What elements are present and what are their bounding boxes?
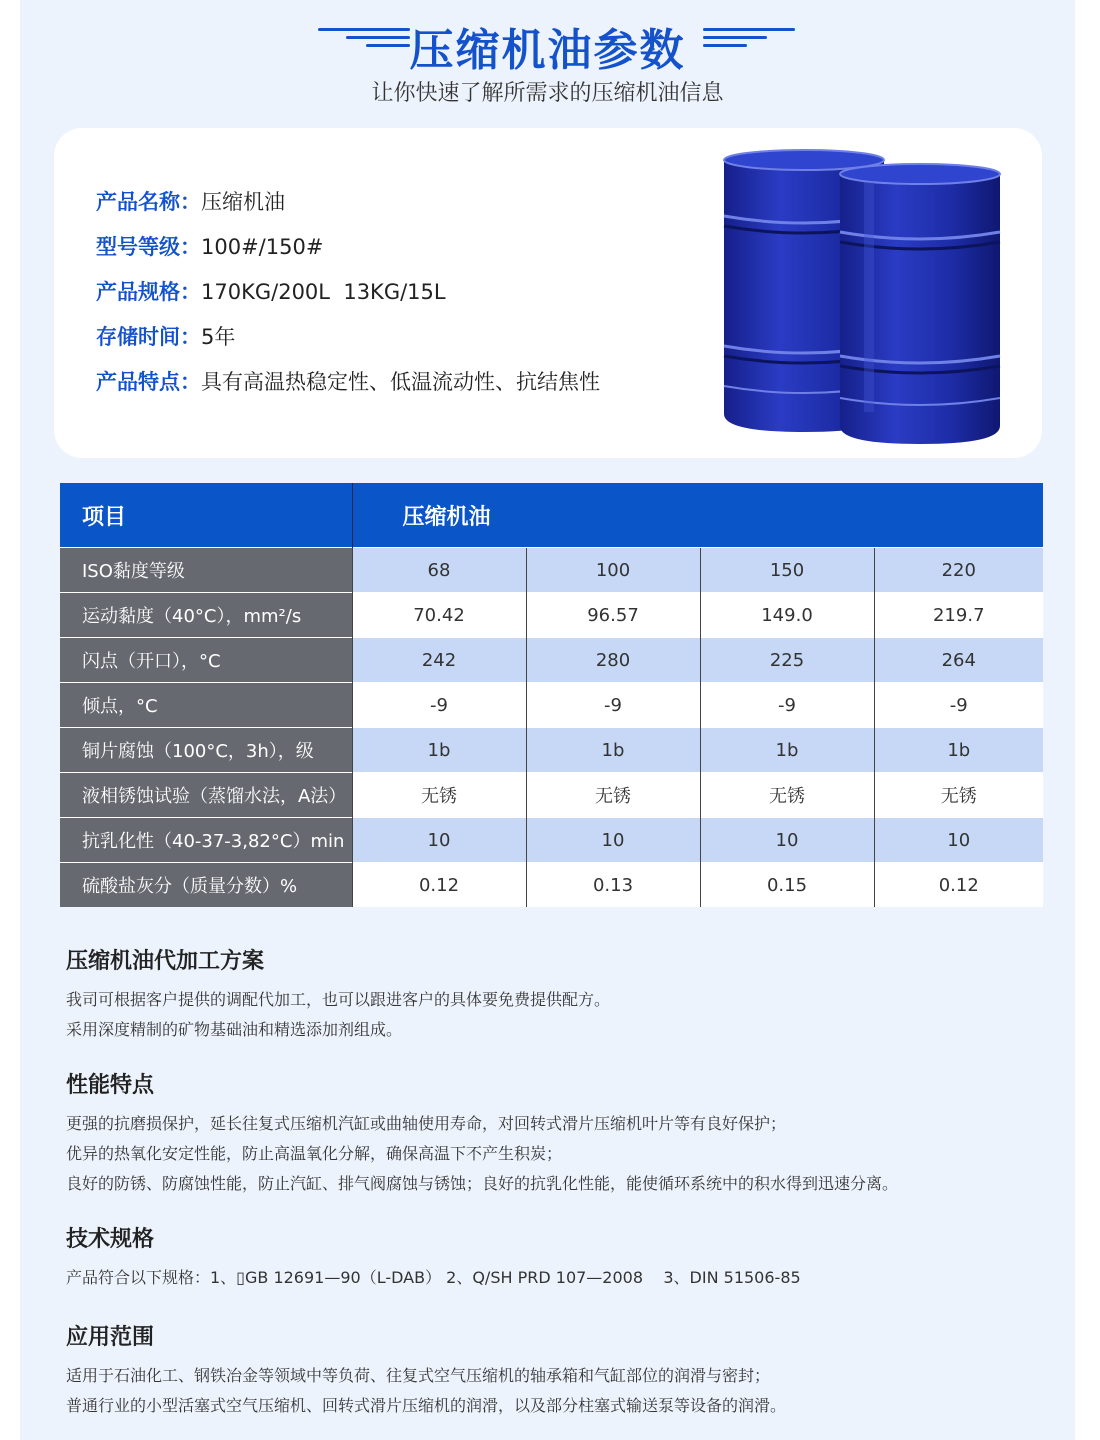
- info-label: 产品特点：: [96, 370, 201, 394]
- row-value: 264: [874, 638, 1043, 683]
- info-row-features: [96, 366, 600, 411]
- table-row: [60, 818, 1043, 863]
- section-line: 适用于石油化工、钢铁冶金等领域中等负荷、往复式空气压缩机的轴承箱和气缸部位的润滑与密封；: [66, 1366, 771, 1385]
- row-value: 149.0: [700, 593, 874, 638]
- row-value: -9: [352, 683, 526, 728]
- header-product: 压缩机油: [352, 483, 1043, 548]
- info-label: 型号等级：: [96, 235, 201, 259]
- table-row: [60, 638, 1043, 683]
- header: [20, 0, 1075, 120]
- section-line: 我司可根据客户提供的调配代加工，也可以跟进客户的具体要免费提供配方。: [66, 990, 611, 1009]
- row-value: 0.13: [526, 863, 700, 908]
- title-wrap: [20, 14, 1075, 78]
- info-label: 产品名称：: [96, 190, 201, 214]
- info-value: 压缩机油: [201, 190, 285, 214]
- section-features: [66, 1068, 1046, 1199]
- row-value: 220: [874, 548, 1043, 593]
- info-row-storage: [96, 321, 600, 366]
- section-line: 采用深度精制的矿物基础油和精选添加剂组成。: [66, 1020, 403, 1039]
- row-value: 10: [874, 818, 1043, 863]
- row-label: 硫酸盐灰分（质量分数）%: [60, 863, 352, 908]
- row-value: 无锈: [352, 773, 526, 818]
- info-value: 5年: [201, 325, 236, 349]
- info-value: 170KG/200L 13KG/15L: [201, 280, 446, 304]
- row-value: 0.12: [874, 863, 1043, 908]
- row-value: 1b: [874, 728, 1043, 773]
- row-value: 100: [526, 548, 700, 593]
- table-row: [60, 548, 1043, 593]
- table-row: [60, 593, 1043, 638]
- row-value: 225: [700, 638, 874, 683]
- table-row: [60, 683, 1043, 728]
- section-application: [66, 1320, 1046, 1421]
- header-item: 项目: [60, 483, 352, 548]
- info-row-name: [96, 186, 600, 231]
- page-title: 压缩机油参数: [409, 25, 686, 76]
- table-header-row: [60, 483, 1043, 548]
- row-value: 1b: [526, 728, 700, 773]
- row-value: 10: [526, 818, 700, 863]
- row-label: 抗乳化性（40-37-3,82°C）min: [60, 818, 352, 863]
- table-row: [60, 728, 1043, 773]
- row-label: 倾点，°C: [60, 683, 352, 728]
- section-tech: [66, 1222, 1046, 1293]
- section-line: 更强的抗磨损保护，延长往复式压缩机汽缸或曲轴使用寿命，对回转式滑片压缩机叶片等有良好保护；: [66, 1114, 787, 1133]
- row-value: -9: [700, 683, 874, 728]
- row-value: 70.42: [352, 593, 526, 638]
- row-label: 铜片腐蚀（100°C，3h），级: [60, 728, 352, 773]
- section-oem: [66, 944, 1046, 1045]
- row-value: 1b: [700, 728, 874, 773]
- row-value: 1b: [352, 728, 526, 773]
- section-title: 性能特点: [66, 1073, 155, 1098]
- table-body: [60, 548, 1043, 908]
- product-card: [54, 128, 1042, 458]
- row-value: -9: [874, 683, 1043, 728]
- section-title: 压缩机油代加工方案: [66, 949, 265, 974]
- barrel-front: [840, 164, 1000, 444]
- info-value: 100#/150#: [201, 235, 324, 259]
- info-row-spec: [96, 276, 600, 321]
- info-label: 产品规格：: [96, 280, 201, 304]
- page-subtitle: 让你快速了解所需求的压缩机油信息: [371, 81, 724, 106]
- table-row: [60, 773, 1043, 818]
- row-value: 10: [352, 818, 526, 863]
- info-label: 存储时间：: [96, 325, 201, 349]
- table-row: [60, 863, 1043, 908]
- row-value: 0.12: [352, 863, 526, 908]
- oil-barrels-image: [714, 146, 1014, 446]
- section-line: 产品符合以下规格：1、▯GB 12691—90（L-DAB） 2、Q/SH PRD 107—2008 3、DIN 51506-85: [66, 1268, 801, 1287]
- row-value: -9: [526, 683, 700, 728]
- title-decoration-right: [703, 22, 795, 52]
- section-line: 普通行业的小型活塞式空气压缩机、回转式滑片压缩机的润滑，以及部分柱塞式输送泵等设备的润滑。: [66, 1396, 787, 1415]
- row-value: 无锈: [874, 773, 1043, 818]
- row-value: 无锈: [700, 773, 874, 818]
- spec-table: [60, 483, 1043, 907]
- row-value: 219.7: [874, 593, 1043, 638]
- info-row-grade: [96, 231, 600, 276]
- section-title: 技术规格: [66, 1227, 155, 1252]
- page: [20, 0, 1075, 1440]
- row-label: ISO黏度等级: [60, 548, 352, 593]
- row-value: 96.57: [526, 593, 700, 638]
- row-label: 液相锈蚀试验（蒸馏水法，A法）: [60, 773, 352, 818]
- product-info: [96, 186, 600, 411]
- row-value: 68: [352, 548, 526, 593]
- row-value: 无锈: [526, 773, 700, 818]
- info-value: 具有高温热稳定性、低温流动性、抗结焦性: [201, 370, 600, 394]
- section-title: 应用范围: [66, 1325, 155, 1350]
- row-value: 280: [526, 638, 700, 683]
- section-line: 优异的热氧化安定性能，防止高温氧化分解，确保高温下不产生积炭；: [66, 1144, 563, 1163]
- row-value: 10: [700, 818, 874, 863]
- row-value: 0.15: [700, 863, 874, 908]
- row-value: 150: [700, 548, 874, 593]
- row-value: 242: [352, 638, 526, 683]
- row-label: 运动黏度（40°C），mm²/s: [60, 593, 352, 638]
- row-label: 闪点（开口），°C: [60, 638, 352, 683]
- section-line: 良好的防锈、防腐蚀性能，防止汽缸、排气阀腐蚀与锈蚀；良好的抗乳化性能，能使循环系统中的积水得到迅速分离。: [66, 1174, 899, 1193]
